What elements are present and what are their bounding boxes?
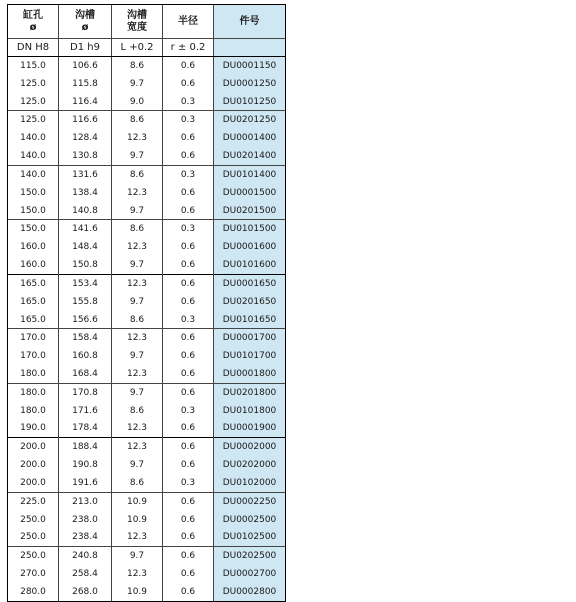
cell-bore-diameter: 140.0 [8, 147, 59, 165]
cell-radius: 0.6 [163, 274, 214, 292]
cell-groove-width: 8.6 [112, 57, 163, 75]
cell-bore-diameter: 160.0 [8, 256, 59, 274]
table-row [8, 565, 286, 583]
cell-groove-diameter: 130.8 [59, 147, 112, 165]
cell-bore-diameter: 140.0 [8, 129, 59, 147]
subheader-radius-tolerance: r ± 0.2 [163, 39, 214, 57]
cell-bore-diameter: 250.0 [8, 529, 59, 547]
cell-groove-diameter: 268.0 [59, 583, 112, 601]
cell-radius: 0.6 [163, 202, 214, 220]
groove-dimension-table [7, 4, 286, 602]
table-row [8, 329, 286, 347]
cell-part-number: DU0101650 [214, 311, 286, 329]
cell-bore-diameter: 165.0 [8, 293, 59, 311]
cell-part-number: DU0101800 [214, 402, 286, 420]
cell-groove-diameter: 131.6 [59, 165, 112, 183]
cell-part-number: DU0101600 [214, 256, 286, 274]
cell-groove-diameter: 240.8 [59, 547, 112, 565]
cell-radius: 0.6 [163, 565, 214, 583]
cell-bore-diameter: 250.0 [8, 511, 59, 529]
cell-part-number: DU0001700 [214, 329, 286, 347]
header-groove-width: 沟槽 宽度 [112, 5, 163, 39]
cell-radius: 0.6 [163, 383, 214, 401]
cell-groove-diameter: 116.4 [59, 93, 112, 111]
cell-groove-diameter: 158.4 [59, 329, 112, 347]
table-row [8, 456, 286, 474]
cell-groove-width: 9.7 [112, 75, 163, 93]
cell-groove-diameter: 188.4 [59, 438, 112, 456]
subheader-row [8, 39, 286, 57]
cell-groove-width: 12.3 [112, 274, 163, 292]
table-row [8, 256, 286, 274]
cell-part-number: DU0101400 [214, 165, 286, 183]
cell-radius: 0.6 [163, 511, 214, 529]
cell-part-number: DU0001400 [214, 129, 286, 147]
cell-part-number: DU0001250 [214, 75, 286, 93]
table-body [8, 57, 286, 602]
cell-part-number: DU0002500 [214, 511, 286, 529]
cell-groove-width: 12.3 [112, 438, 163, 456]
cell-groove-diameter: 140.8 [59, 202, 112, 220]
cell-part-number: DU0201650 [214, 293, 286, 311]
cell-part-number: DU0101700 [214, 347, 286, 365]
cell-bore-diameter: 165.0 [8, 311, 59, 329]
cell-groove-diameter: 115.8 [59, 75, 112, 93]
cell-part-number: DU0001500 [214, 184, 286, 202]
cell-radius: 0.6 [163, 238, 214, 256]
cell-radius: 0.6 [163, 365, 214, 383]
cell-part-number: DU0001650 [214, 274, 286, 292]
cell-groove-width: 12.3 [112, 420, 163, 438]
table-row [8, 129, 286, 147]
table-row [8, 383, 286, 401]
header-radius: 半径 [163, 5, 214, 39]
table-row [8, 492, 286, 510]
cell-groove-width: 9.7 [112, 256, 163, 274]
cell-groove-diameter: 191.6 [59, 474, 112, 492]
cell-groove-width: 9.7 [112, 547, 163, 565]
table-row [8, 311, 286, 329]
cell-groove-diameter: 148.4 [59, 238, 112, 256]
table-row [8, 75, 286, 93]
cell-groove-width: 9.0 [112, 93, 163, 111]
table-row [8, 420, 286, 438]
cell-groove-diameter: 160.8 [59, 347, 112, 365]
cell-bore-diameter: 125.0 [8, 111, 59, 129]
cell-groove-width: 9.7 [112, 147, 163, 165]
cell-groove-diameter: 238.4 [59, 529, 112, 547]
cell-bore-diameter: 280.0 [8, 583, 59, 601]
cell-groove-diameter: 238.0 [59, 511, 112, 529]
cell-part-number: DU0202500 [214, 547, 286, 565]
cell-bore-diameter: 125.0 [8, 75, 59, 93]
cell-bore-diameter: 165.0 [8, 274, 59, 292]
cell-groove-diameter: 155.8 [59, 293, 112, 311]
cell-groove-width: 12.3 [112, 329, 163, 347]
cell-bore-diameter: 170.0 [8, 347, 59, 365]
cell-groove-width: 12.3 [112, 565, 163, 583]
cell-bore-diameter: 190.0 [8, 420, 59, 438]
cell-groove-diameter: 106.6 [59, 57, 112, 75]
table-row [8, 274, 286, 292]
cell-groove-width: 8.6 [112, 311, 163, 329]
cell-part-number: DU0001900 [214, 420, 286, 438]
cell-radius: 0.3 [163, 311, 214, 329]
cell-groove-diameter: 213.0 [59, 492, 112, 510]
cell-groove-width: 8.6 [112, 474, 163, 492]
cell-groove-width: 12.3 [112, 184, 163, 202]
cell-groove-diameter: 190.8 [59, 456, 112, 474]
table-row [8, 238, 286, 256]
subheader-width-tolerance: L +0.2 [112, 39, 163, 57]
table-row [8, 184, 286, 202]
cell-radius: 0.6 [163, 75, 214, 93]
table-row [8, 547, 286, 565]
cell-part-number: DU0201500 [214, 202, 286, 220]
table-row [8, 511, 286, 529]
table-row [8, 111, 286, 129]
cell-groove-diameter: 170.8 [59, 383, 112, 401]
table-row [8, 474, 286, 492]
cell-part-number: DU0002000 [214, 438, 286, 456]
cell-part-number: DU0102000 [214, 474, 286, 492]
cell-bore-diameter: 125.0 [8, 93, 59, 111]
table-row [8, 147, 286, 165]
cell-radius: 0.3 [163, 165, 214, 183]
table-row [8, 293, 286, 311]
cell-part-number: DU0002700 [214, 565, 286, 583]
cell-groove-width: 8.6 [112, 402, 163, 420]
cell-groove-diameter: 128.4 [59, 129, 112, 147]
table-row [8, 165, 286, 183]
cell-radius: 0.6 [163, 57, 214, 75]
cell-bore-diameter: 115.0 [8, 57, 59, 75]
subheader-bore-tolerance: DN H8 [8, 39, 59, 57]
cell-bore-diameter: 270.0 [8, 565, 59, 583]
table-row [8, 202, 286, 220]
cell-groove-width: 8.6 [112, 165, 163, 183]
cell-radius: 0.3 [163, 402, 214, 420]
header-bore-diameter: 缸孔 ø [8, 5, 59, 39]
cell-groove-width: 9.7 [112, 347, 163, 365]
cell-radius: 0.6 [163, 492, 214, 510]
cell-groove-diameter: 178.4 [59, 420, 112, 438]
table-row [8, 438, 286, 456]
cell-part-number: DU0002800 [214, 583, 286, 601]
cell-radius: 0.6 [163, 293, 214, 311]
cell-groove-diameter: 168.4 [59, 365, 112, 383]
table-row [8, 402, 286, 420]
cell-part-number: DU0201400 [214, 147, 286, 165]
table-row [8, 57, 286, 75]
cell-bore-diameter: 200.0 [8, 438, 59, 456]
cell-radius: 0.6 [163, 438, 214, 456]
cell-radius: 0.6 [163, 456, 214, 474]
cell-part-number: DU0002250 [214, 492, 286, 510]
cell-radius: 0.6 [163, 583, 214, 601]
cell-groove-diameter: 141.6 [59, 220, 112, 238]
cell-groove-diameter: 153.4 [59, 274, 112, 292]
cell-bore-diameter: 170.0 [8, 329, 59, 347]
cell-part-number: DU0101500 [214, 220, 286, 238]
cell-groove-diameter: 116.6 [59, 111, 112, 129]
header-groove-diameter: 沟槽 ø [59, 5, 112, 39]
table-row [8, 529, 286, 547]
cell-radius: 0.6 [163, 420, 214, 438]
cell-radius: 0.6 [163, 529, 214, 547]
cell-radius: 0.3 [163, 93, 214, 111]
cell-bore-diameter: 180.0 [8, 402, 59, 420]
cell-bore-diameter: 200.0 [8, 474, 59, 492]
cell-radius: 0.3 [163, 220, 214, 238]
cell-part-number: DU0201250 [214, 111, 286, 129]
cell-bore-diameter: 250.0 [8, 547, 59, 565]
header-part-number: 件号 [214, 5, 286, 39]
cell-bore-diameter: 225.0 [8, 492, 59, 510]
cell-groove-width: 12.3 [112, 129, 163, 147]
cell-groove-width: 12.3 [112, 529, 163, 547]
cell-radius: 0.6 [163, 347, 214, 365]
cell-radius: 0.3 [163, 474, 214, 492]
cell-groove-width: 12.3 [112, 365, 163, 383]
cell-groove-width: 10.9 [112, 492, 163, 510]
table-row [8, 583, 286, 601]
table-row [8, 93, 286, 111]
cell-groove-width: 9.7 [112, 383, 163, 401]
cell-groove-diameter: 156.6 [59, 311, 112, 329]
cell-groove-width: 9.7 [112, 293, 163, 311]
cell-groove-width: 8.6 [112, 111, 163, 129]
cell-bore-diameter: 180.0 [8, 383, 59, 401]
cell-radius: 0.3 [163, 111, 214, 129]
cell-radius: 0.6 [163, 256, 214, 274]
cell-bore-diameter: 200.0 [8, 456, 59, 474]
parts-table-container [7, 4, 286, 602]
cell-bore-diameter: 150.0 [8, 202, 59, 220]
cell-groove-diameter: 258.4 [59, 565, 112, 583]
cell-part-number: DU0101250 [214, 93, 286, 111]
cell-part-number: DU0001800 [214, 365, 286, 383]
cell-part-number: DU0201800 [214, 383, 286, 401]
cell-radius: 0.6 [163, 184, 214, 202]
table-row [8, 347, 286, 365]
table-row [8, 365, 286, 383]
cell-groove-diameter: 138.4 [59, 184, 112, 202]
cell-groove-width: 10.9 [112, 583, 163, 601]
cell-bore-diameter: 150.0 [8, 184, 59, 202]
cell-bore-diameter: 160.0 [8, 238, 59, 256]
cell-groove-diameter: 171.6 [59, 402, 112, 420]
cell-part-number: DU0001600 [214, 238, 286, 256]
cell-part-number: DU0202000 [214, 456, 286, 474]
cell-part-number: DU0001150 [214, 57, 286, 75]
cell-radius: 0.6 [163, 547, 214, 565]
cell-groove-width: 12.3 [112, 238, 163, 256]
cell-groove-diameter: 150.8 [59, 256, 112, 274]
cell-groove-width: 8.6 [112, 220, 163, 238]
cell-groove-width: 9.7 [112, 202, 163, 220]
table-row [8, 220, 286, 238]
cell-bore-diameter: 140.0 [8, 165, 59, 183]
cell-radius: 0.6 [163, 129, 214, 147]
cell-radius: 0.6 [163, 329, 214, 347]
cell-bore-diameter: 180.0 [8, 365, 59, 383]
cell-radius: 0.6 [163, 147, 214, 165]
cell-groove-width: 9.7 [112, 456, 163, 474]
cell-part-number: DU0102500 [214, 529, 286, 547]
header-row [8, 5, 286, 39]
subheader-groove-tolerance: D1 h9 [59, 39, 112, 57]
cell-bore-diameter: 150.0 [8, 220, 59, 238]
subheader-part-number [214, 39, 286, 57]
cell-groove-width: 10.9 [112, 511, 163, 529]
